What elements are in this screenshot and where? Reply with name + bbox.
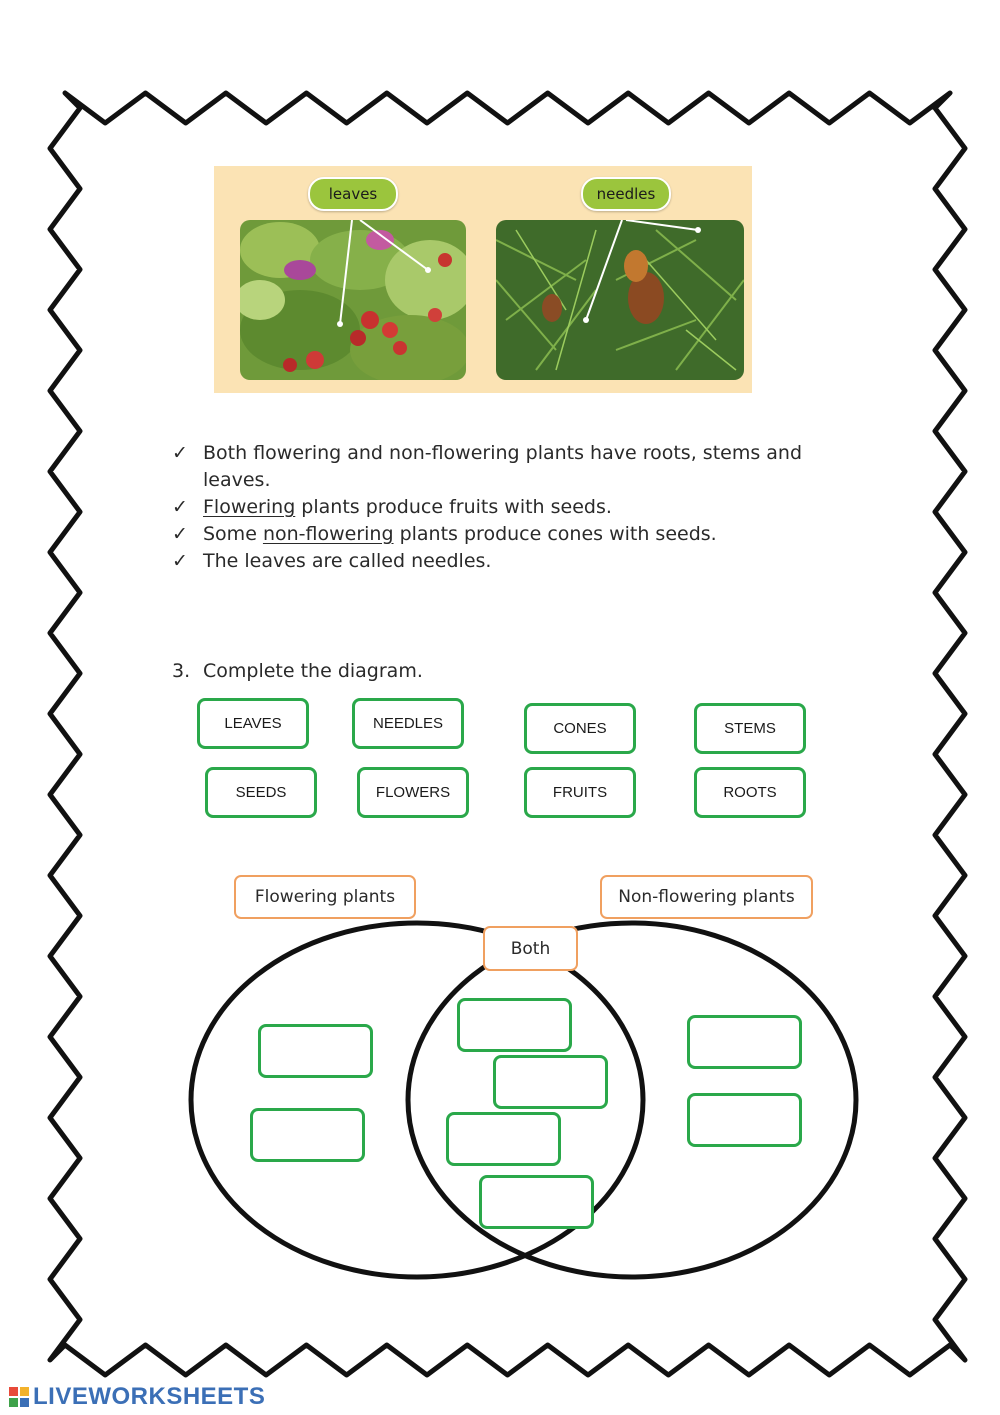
fact-item: ✓ Both flowering and non-flowering plants have roots, stems and leaves. [172, 442, 803, 491]
drop-zone-flowering-2[interactable] [250, 1108, 365, 1162]
fact-item: ✓ The leaves are called needles. [172, 548, 822, 575]
flowering-plants-label: Flowering plants [234, 875, 416, 919]
word-chip-stems[interactable]: STEMS [694, 703, 806, 754]
word-chip-roots[interactable]: ROOTS [694, 767, 806, 818]
check-icon: ✓ [172, 442, 188, 464]
drop-zone-both-1[interactable] [457, 998, 572, 1052]
word-chip-cones[interactable]: CONES [524, 703, 636, 754]
word-chip-needles[interactable]: NEEDLES [352, 698, 464, 749]
drop-zone-non-flowering-1[interactable] [687, 1015, 802, 1069]
fact-item: ✓ Some non-flowering plants produce cones with seeds. [172, 521, 822, 548]
needles-tag: needles [581, 177, 671, 211]
drop-zone-non-flowering-2[interactable] [687, 1093, 802, 1147]
check-icon: ✓ [172, 496, 188, 518]
check-icon: ✓ [172, 523, 188, 545]
non-flowering-plants-label: Non-flowering plants [600, 875, 813, 919]
drop-zone-both-2[interactable] [493, 1055, 608, 1109]
word-chip-flowers[interactable]: FLOWERS [357, 767, 469, 818]
drop-zone-both-4[interactable] [479, 1175, 594, 1229]
question-text: Complete the diagram. [203, 660, 423, 682]
liveworksheets-logo-icon [8, 1386, 30, 1408]
word-chip-leaves[interactable]: LEAVES [197, 698, 309, 749]
both-label: Both [483, 926, 578, 971]
question-number: 3. [172, 660, 191, 682]
word-chip-fruits[interactable]: FRUITS [524, 767, 636, 818]
drop-zone-flowering-1[interactable] [258, 1024, 373, 1078]
fact-item: ✓ Flowering plants produce fruits with seeds. [172, 494, 822, 521]
drop-zone-both-3[interactable] [446, 1112, 561, 1166]
check-icon: ✓ [172, 550, 188, 572]
brand-logo: LIVEWORKSHEETS [8, 1383, 265, 1411]
word-chip-seeds[interactable]: SEEDS [205, 767, 317, 818]
leaves-tag: leaves [308, 177, 398, 211]
